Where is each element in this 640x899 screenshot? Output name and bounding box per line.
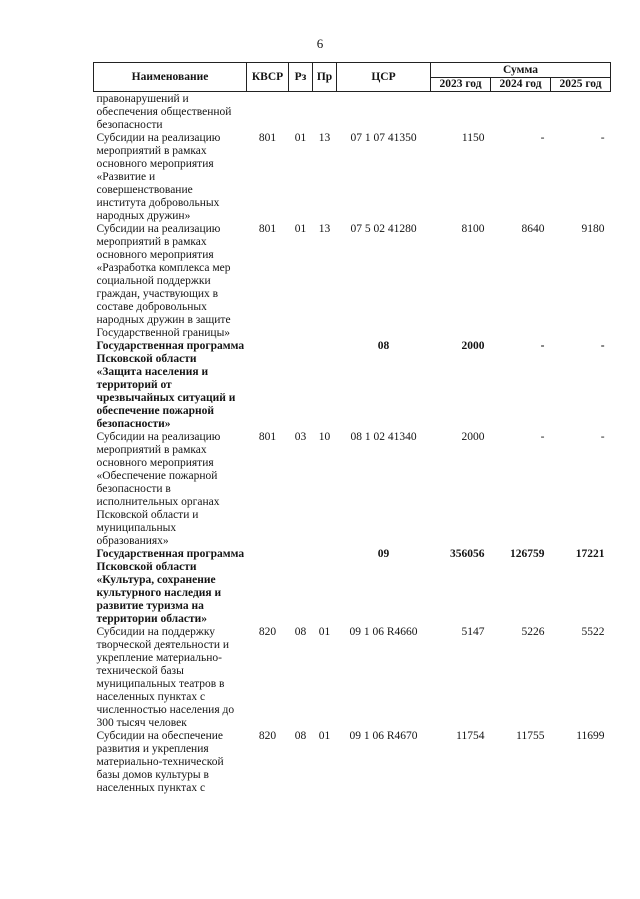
table-row bbox=[94, 626, 611, 730]
cell-kvsr: 820 bbox=[258, 730, 277, 742]
header-rz: Рз bbox=[289, 63, 313, 92]
cell-pr: 01 bbox=[318, 730, 331, 742]
table-body bbox=[94, 92, 611, 796]
cell-kvsr bbox=[247, 340, 289, 431]
cell-v2023 bbox=[431, 92, 491, 133]
header-2023: 2023 год bbox=[431, 78, 491, 92]
cell-csr bbox=[337, 92, 431, 133]
cell-csr: 09 1 06 R4670 bbox=[349, 730, 418, 742]
cell-rz bbox=[289, 92, 313, 133]
table-row bbox=[94, 730, 611, 795]
cell-v2025: - bbox=[600, 132, 605, 144]
cell-rz bbox=[289, 548, 313, 626]
cell-rz bbox=[289, 340, 313, 431]
cell-pr bbox=[313, 548, 337, 626]
cell-csr: 09 bbox=[377, 548, 390, 560]
cell-rz: 08 bbox=[294, 730, 307, 742]
cell-csr: 07 5 02 41280 bbox=[350, 223, 417, 235]
cell-name: Государственная программа Псковской области «Культура, сохранение культурного наследия и развитие туризма на территории области» bbox=[96, 548, 245, 625]
cell-name: Субсидии на реализацию мероприятий в рамках основного мероприятия «Обеспечение пожарной безопасности в исполнительных органах Псковской области и муниципальных образованиях» bbox=[96, 431, 221, 547]
cell-kvsr bbox=[247, 548, 289, 626]
cell-v2024: 5226 bbox=[521, 626, 545, 638]
cell-rz: 08 bbox=[294, 626, 307, 638]
cell-v2024: 11755 bbox=[516, 730, 545, 742]
cell-v2024: 8640 bbox=[521, 223, 545, 235]
cell-v2023: 5147 bbox=[461, 626, 485, 638]
cell-v2025: 9180 bbox=[581, 223, 605, 235]
cell-kvsr bbox=[247, 92, 289, 133]
header-pr: Пр bbox=[313, 63, 337, 92]
cell-rz: 01 bbox=[294, 132, 307, 144]
table-row bbox=[94, 132, 611, 223]
cell-pr: 01 bbox=[318, 626, 331, 638]
cell-name: правонарушений и обеспечения общественной безопасности bbox=[96, 93, 232, 131]
cell-kvsr: 801 bbox=[258, 223, 277, 235]
cell-pr: 10 bbox=[318, 431, 331, 443]
cell-v2024: - bbox=[540, 431, 545, 443]
header-csr: ЦСР bbox=[337, 63, 431, 92]
header-2024: 2024 год bbox=[491, 78, 551, 92]
cell-rz: 01 bbox=[294, 223, 307, 235]
cell-pr: 13 bbox=[318, 223, 331, 235]
header-name: Наименование bbox=[94, 63, 247, 92]
cell-v2024: 126759 bbox=[510, 548, 545, 560]
cell-kvsr: 801 bbox=[258, 431, 277, 443]
cell-v2023: 2000 bbox=[461, 431, 485, 443]
cell-v2024 bbox=[491, 92, 551, 133]
cell-v2025 bbox=[551, 92, 611, 133]
cell-kvsr: 820 bbox=[258, 626, 277, 638]
cell-csr: 08 bbox=[377, 340, 390, 352]
cell-v2023: 11754 bbox=[456, 730, 485, 742]
cell-name: Субсидии на обеспечение развития и укрепления материально-технической базы домов культуры в населенных пунктах с bbox=[96, 730, 224, 794]
budget-table bbox=[93, 62, 611, 795]
cell-name: Субсидии на реализацию мероприятий в рамках основного мероприятия «Развитие и совершенствование института добровольных народных дружин» bbox=[96, 132, 221, 222]
cell-v2025: - bbox=[600, 340, 605, 352]
cell-v2025: 5522 bbox=[581, 626, 605, 638]
cell-csr: 07 1 07 41350 bbox=[350, 132, 417, 144]
cell-name: Субсидии на реализацию мероприятий в рамках основного мероприятия «Разработка комплекса мер социальной поддержки граждан, участвующих в составе добровольных народных дружин в защите Государственной границы» bbox=[96, 223, 231, 339]
cell-name: Субсидии на поддержку творческой деятельности и укрепление материально-технической базы муниципальных театров в населенных пунктах с численностью населения до 300 тысяч человек bbox=[96, 626, 235, 729]
cell-v2025: - bbox=[600, 431, 605, 443]
cell-v2024: - bbox=[540, 340, 545, 352]
cell-pr bbox=[313, 340, 337, 431]
cell-pr: 13 bbox=[318, 132, 331, 144]
page-number: 6 bbox=[316, 36, 324, 51]
table-row bbox=[94, 548, 611, 626]
cell-kvsr: 801 bbox=[258, 132, 277, 144]
cell-v2025: 17221 bbox=[575, 548, 605, 560]
cell-name: Государственная программа Псковской области «Защита населения и территорий от чрезвычайных ситуаций и обеспечение пожарной безопасности» bbox=[96, 340, 245, 430]
cell-v2023: 2000 bbox=[461, 340, 485, 352]
header-kvsr: КВСР bbox=[247, 63, 289, 92]
table-row bbox=[94, 431, 611, 548]
cell-csr: 09 1 06 R4660 bbox=[349, 626, 418, 638]
cell-v2023: 356056 bbox=[450, 548, 485, 560]
cell-v2023: 8100 bbox=[461, 223, 485, 235]
header-2025: 2025 год bbox=[551, 78, 611, 92]
cell-v2024: - bbox=[540, 132, 545, 144]
cell-v2025: 11699 bbox=[576, 730, 605, 742]
header-sum: Сумма bbox=[431, 63, 611, 78]
table-row bbox=[94, 340, 611, 431]
cell-pr bbox=[313, 92, 337, 133]
cell-v2023: 1150 bbox=[461, 132, 485, 144]
table-row bbox=[94, 92, 611, 133]
cell-csr: 08 1 02 41340 bbox=[350, 431, 417, 443]
table-row bbox=[94, 223, 611, 340]
cell-rz: 03 bbox=[294, 431, 307, 443]
